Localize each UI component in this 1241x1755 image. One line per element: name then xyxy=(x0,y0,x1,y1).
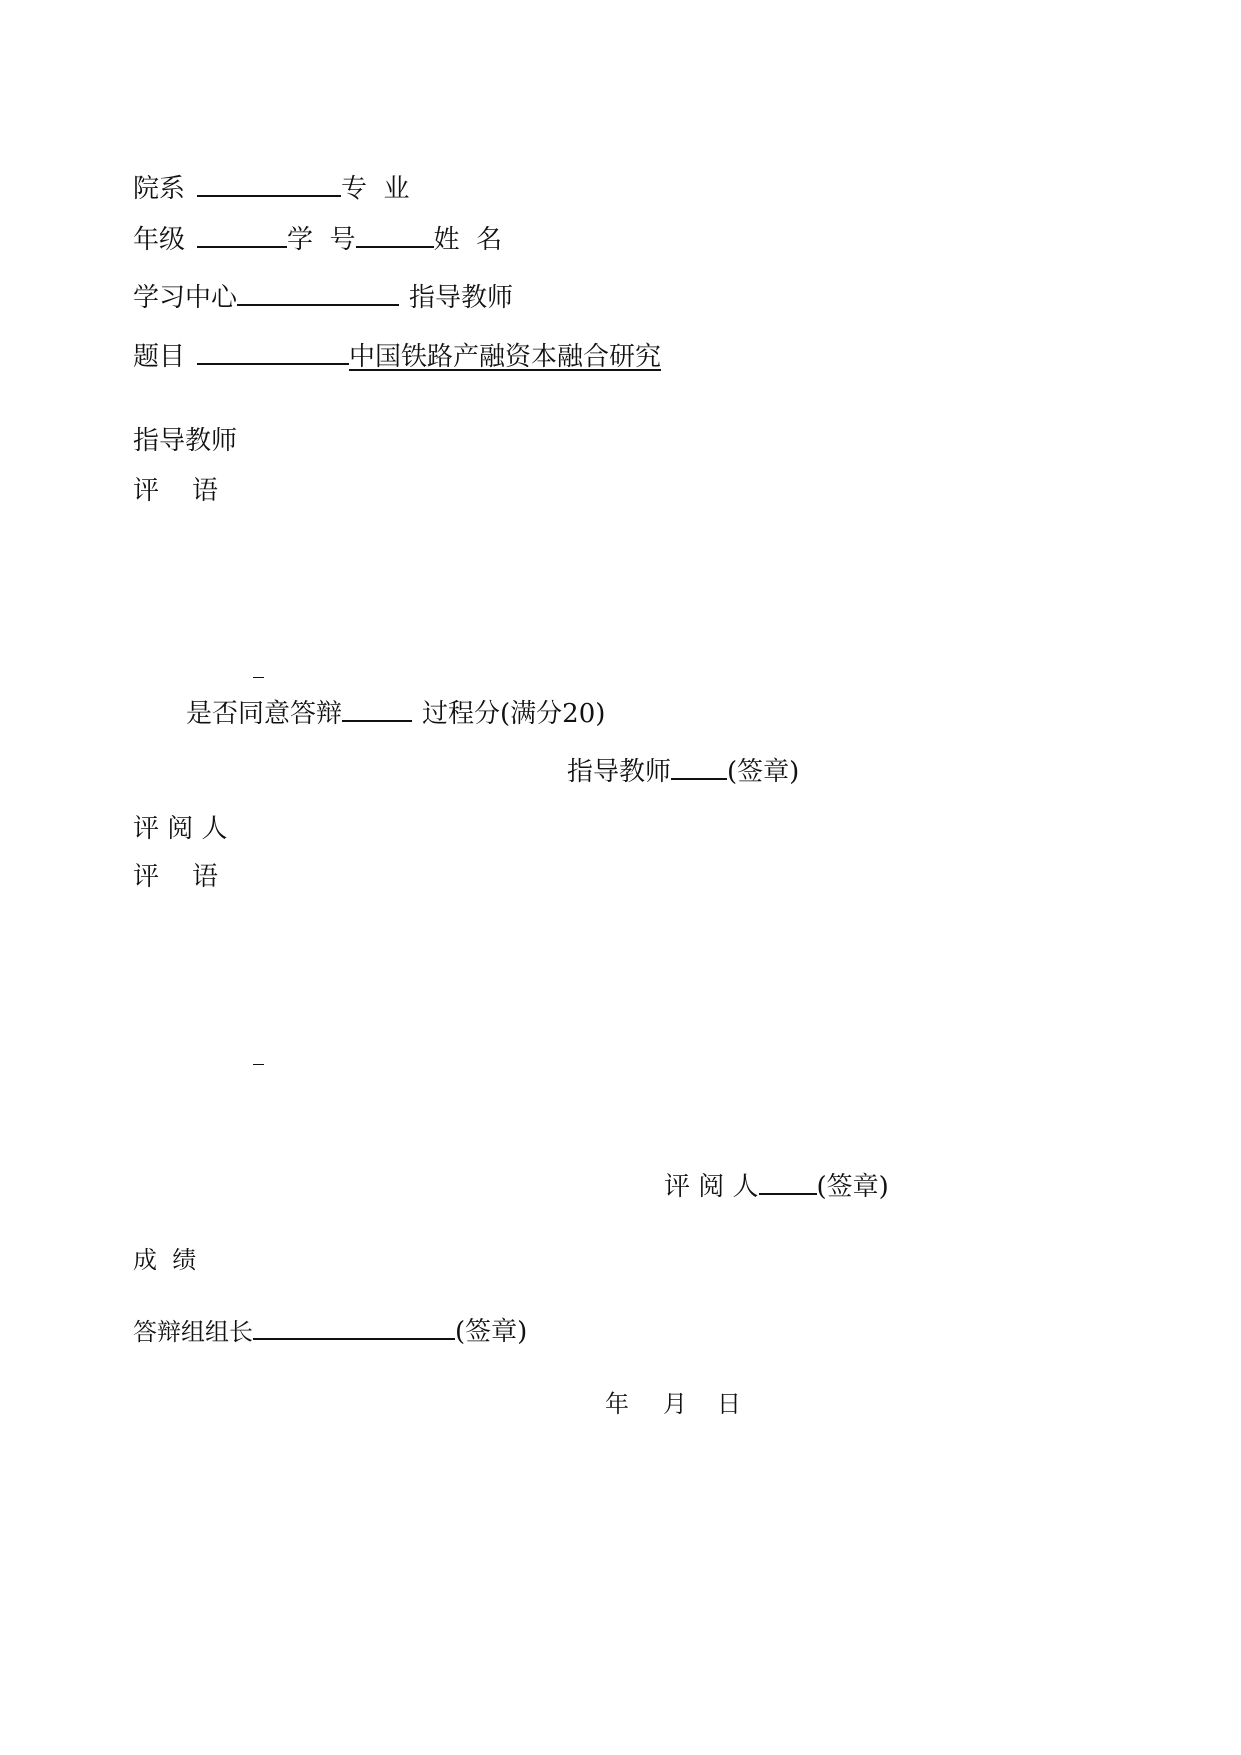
advisor-signature-row xyxy=(567,754,799,789)
advisor-seal-label: (签章) xyxy=(727,757,800,787)
topic-value: 中国铁路产融资本融合研究 xyxy=(349,342,662,372)
reviewer-signature-row xyxy=(664,1169,889,1204)
grade-label: 年级 xyxy=(133,225,186,255)
center-label: 学习中心 xyxy=(133,283,238,313)
department-label: 院系 xyxy=(133,174,186,204)
reviewer-comment-dash xyxy=(253,1064,264,1065)
reviewer-section-title: 评 阅 人 xyxy=(133,814,228,844)
date-year-label: 年 xyxy=(605,1390,629,1418)
reviewer-seal-label: (签章) xyxy=(816,1172,889,1202)
chair-row xyxy=(133,1314,527,1349)
major-label: 专 业 xyxy=(341,174,410,204)
advisor-comment-label: 评 语 xyxy=(133,476,219,506)
topic-row xyxy=(133,339,661,374)
agree-defense-row xyxy=(186,696,605,731)
reviewer-signature-blank[interactable] xyxy=(759,1169,817,1195)
chair-seal-label: (签章) xyxy=(455,1317,528,1347)
grade-row xyxy=(133,222,502,257)
student-id-label: 学 号 xyxy=(287,225,356,255)
advisor-section-title: 指导教师 xyxy=(133,426,238,456)
department-blank[interactable] xyxy=(197,171,341,197)
student-id-blank[interactable] xyxy=(356,222,434,248)
grade-blank[interactable] xyxy=(197,222,287,248)
date-month-label: 月 xyxy=(663,1390,687,1418)
center-blank[interactable] xyxy=(237,280,399,306)
department-row xyxy=(133,171,410,206)
reviewer-comment-label: 评 语 xyxy=(133,862,219,892)
advisor-signature-blank[interactable] xyxy=(671,754,727,780)
chair-signature-blank[interactable] xyxy=(253,1314,455,1340)
reviewer-signature-label: 评 阅 人 xyxy=(664,1172,759,1202)
topic-blank[interactable] xyxy=(197,339,349,365)
final-grade-label: 成 绩 xyxy=(133,1246,197,1274)
date-day-label: 日 xyxy=(717,1390,741,1418)
process-score-label: 过程分(满分20) xyxy=(422,699,606,729)
advisor-signature-label: 指导教师 xyxy=(567,757,672,787)
center-row xyxy=(133,280,513,315)
date-row xyxy=(605,1387,741,1421)
advisor-comment-dash xyxy=(253,677,264,678)
name-label: 姓 名 xyxy=(433,225,503,255)
advisor-label: 指导教师 xyxy=(409,283,514,313)
topic-label: 题目 xyxy=(133,342,186,372)
agree-defense-label: 是否同意答辩 xyxy=(186,699,343,729)
agree-defense-blank[interactable] xyxy=(342,696,412,722)
chair-label: 答辩组组长 xyxy=(133,1318,253,1346)
